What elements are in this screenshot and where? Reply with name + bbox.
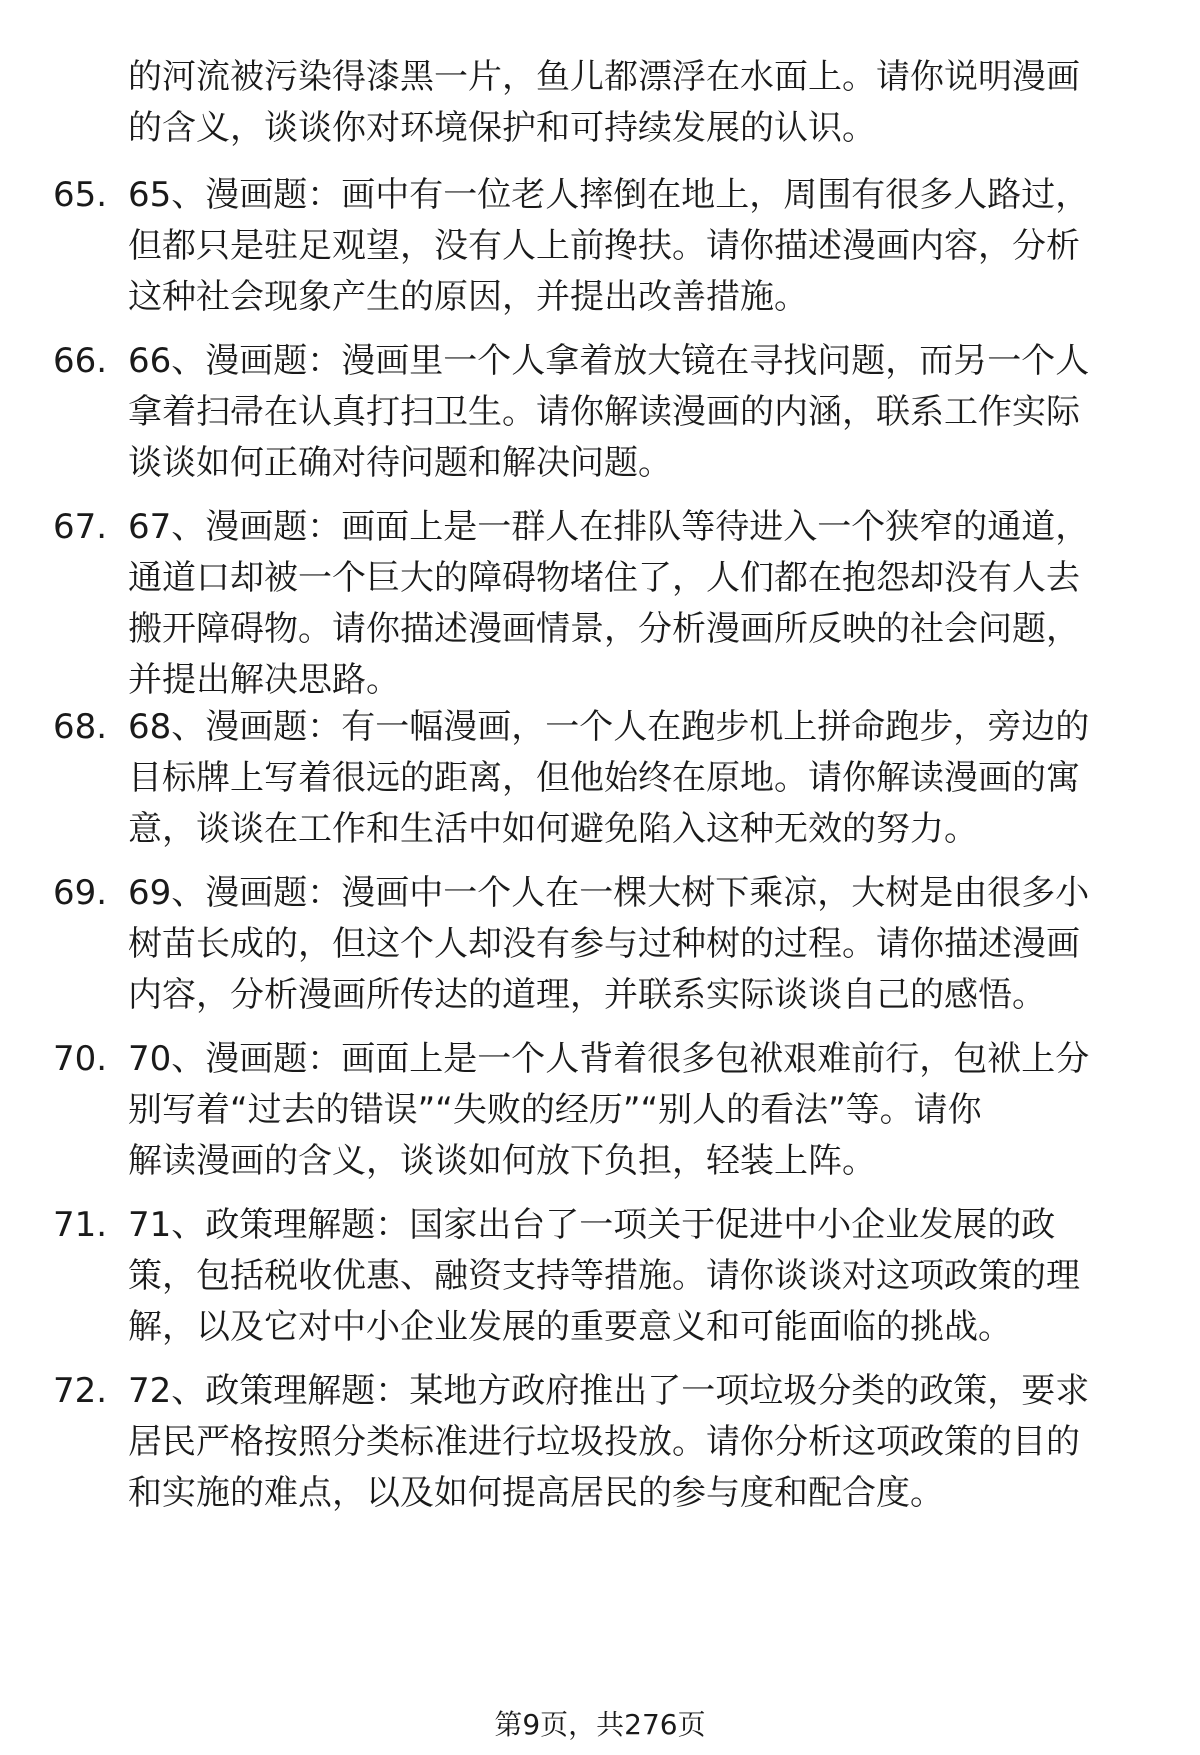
- list-item: [128, 1034, 1148, 1187]
- item-line: 70、漫画题：画面上是一个人背着很多包袱艰难前行，包袱上分: [128, 1039, 1090, 1079]
- item-line: 65、漫画题：画中有一位老人摔倒在地上，周围有很多人路过，: [128, 175, 1090, 215]
- item-line: 67、漫画题：画面上是一群人在排队等待进入一个狭窄的通道，: [128, 507, 1090, 547]
- item-line: 内容，分析漫画所传达的道理，并联系实际谈谈自己的感悟。: [128, 975, 1046, 1015]
- intro-line: 的河流被污染得漆黑一片，鱼儿都漂浮在水面上。请你说明漫画: [128, 57, 1080, 97]
- item-line: 69、漫画题：漫画中一个人在一棵大树下乘凉，大树是由很多小: [128, 873, 1090, 913]
- item-line: 这种社会现象产生的原因，并提出改善措施。: [128, 277, 808, 317]
- item-line: 72、政策理解题：某地方政府推出了一项垃圾分类的政策，要求: [128, 1371, 1090, 1411]
- item-number: 66.: [53, 341, 108, 381]
- item-number: 72.: [53, 1371, 108, 1411]
- item-line: 树苗长成的，但这个人却没有参与过种树的过程。请你描述漫画: [128, 924, 1080, 964]
- intro-line: 的含义，谈谈你对环境保护和可持续发展的认识。: [128, 108, 876, 148]
- item-number: 65.: [53, 175, 108, 215]
- page-number: 第9页，共276页: [494, 1708, 706, 1741]
- item-line: 搬开障碍物。请你描述漫画情景，分析漫画所反映的社会问题，: [128, 609, 1080, 649]
- list-item: [128, 1366, 1148, 1519]
- item-line: 拿着扫帚在认真打扫卫生。请你解读漫画的内涵，联系工作实际: [128, 392, 1080, 432]
- list-item: [128, 502, 1148, 706]
- item-number: 69.: [53, 873, 108, 913]
- item-line: 71、政策理解题：国家出台了一项关于促进中小企业发展的政: [128, 1205, 1056, 1245]
- list-item: [128, 336, 1148, 489]
- item-number: 71.: [53, 1205, 108, 1245]
- item-line: 谈谈如何正确对待问题和解决问题。: [128, 443, 672, 483]
- list-item: [128, 868, 1148, 1021]
- list-item: [128, 1200, 1148, 1353]
- item-line: 并提出解决思路。: [128, 660, 400, 700]
- item-line: 别写着“过去的错误”“失败的经历”“别人的看法”等。请你: [128, 1090, 982, 1130]
- item-line: 但都只是驻足观望，没有人上前搀扶。请你描述漫画内容，分析: [128, 226, 1080, 266]
- item-number: 70.: [53, 1039, 108, 1079]
- item-line: 通道口却被一个巨大的障碍物堵住了，人们都在抱怨却没有人去: [128, 558, 1080, 598]
- item-line: 68、漫画题：有一幅漫画，一个人在跑步机上拼命跑步，旁边的: [128, 707, 1090, 747]
- item-line: 策，包括税收优惠、融资支持等措施。请你谈谈对这项政策的理: [128, 1256, 1080, 1296]
- item-line: 居民严格按照分类标准进行垃圾投放。请你分析这项政策的目的: [128, 1422, 1080, 1462]
- item-line: 解读漫画的含义，谈谈如何放下负担，轻装上阵。: [128, 1141, 876, 1181]
- intro-paragraph: [128, 52, 1148, 154]
- item-line: 66、漫画题：漫画里一个人拿着放大镜在寻找问题，而另一个人: [128, 341, 1090, 381]
- item-line: 解，以及它对中小企业发展的重要意义和可能面临的挑战。: [128, 1307, 1012, 1347]
- item-line: 和实施的难点，以及如何提高居民的参与度和配合度。: [128, 1473, 944, 1513]
- list-item: [128, 702, 1148, 855]
- item-number: 68.: [53, 707, 108, 747]
- item-number: 67.: [53, 507, 108, 547]
- item-line: 目标牌上写着很远的距离，但他始终在原地。请你解读漫画的寓: [128, 758, 1080, 798]
- item-line: 意，谈谈在工作和生活中如何避免陷入这种无效的努力。: [128, 809, 978, 849]
- list-item: [128, 170, 1148, 323]
